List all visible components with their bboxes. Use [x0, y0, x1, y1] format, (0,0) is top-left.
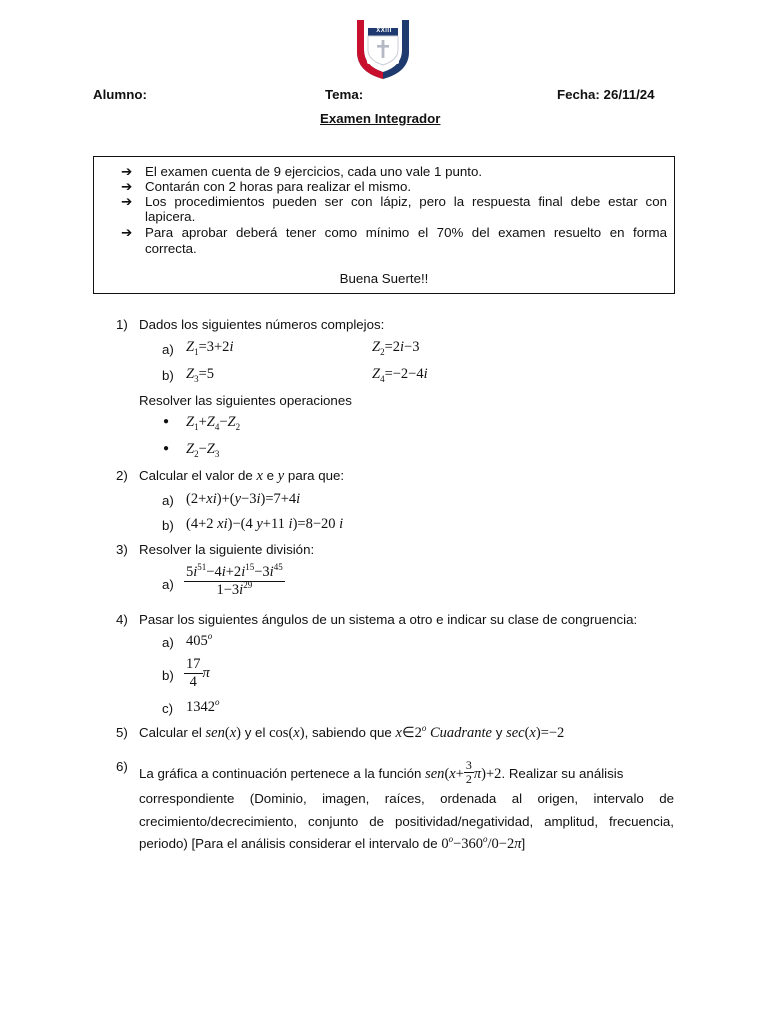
- math-function: sen(x+ $\frac{3}{2}$ π)+2: [425, 758, 502, 786]
- question-number: 1): [116, 317, 128, 332]
- question-text: Dados los siguientes números complejos:: [139, 317, 385, 332]
- var-x: x: [256, 468, 263, 484]
- closing-text: Buena Suerte!!: [339, 271, 429, 286]
- math-expression: $Z_2-Z_3$: [186, 441, 220, 459]
- logo-text: XXIII: [376, 28, 392, 34]
- math-expression: (2+xi)+(y−3i)=7+4i: [186, 491, 301, 507]
- alumno-label: Alumno:: [93, 87, 147, 102]
- math-expression: $Z_4=-2-4i$: [372, 366, 428, 384]
- question-text: Resolver la siguiente división:: [139, 542, 315, 557]
- text-segment: y: [495, 725, 503, 740]
- math-fraction: $\frac{17}{4}$ π: [186, 656, 210, 690]
- text-segment: , sabiendo que: [304, 725, 392, 740]
- instruction-item: El examen cuenta de 9 ejercicios, cada uno vale 1 punto.: [145, 164, 483, 179]
- fecha-label: Fecha: 26/11/24: [557, 87, 655, 102]
- question-text: Pasar los siguientes ángulos de un sistema a otro e indicar su clase de congruencia:: [139, 612, 638, 627]
- question-text: [139, 468, 344, 485]
- question-number: 6): [116, 759, 128, 774]
- math-expression: $Z_3=5$: [186, 366, 215, 384]
- math-expression: $Z_1+Z_4-Z_2$: [186, 414, 241, 432]
- text-segment: La gráfica a continuación pertenece a la función: [139, 766, 422, 781]
- instruction-item: Para aprobar deberá tener como mínimo el 70% del examen resuelto en forma: [145, 225, 667, 240]
- arrow-icon: ➔: [121, 225, 133, 240]
- math-expression: sen(x): [205, 725, 241, 741]
- text-segment: y el: [244, 725, 266, 740]
- school-logo: [354, 16, 412, 80]
- text-segment: Calcular el: [139, 725, 202, 740]
- text-segment: . Realizar su análisis: [501, 766, 624, 781]
- question-number: 5): [116, 725, 128, 740]
- instruction-item-cont: lapicera.: [145, 209, 196, 224]
- question-text-line: correspondiente (Dominio, imagen, raíces, ordenada al origen, intervalo de: [139, 791, 674, 806]
- math-expression: $Z_2=2i-3$: [372, 339, 420, 357]
- math-expression: $0^o-360^o/0-2\pi$: [441, 834, 522, 852]
- question-text-line: [139, 836, 525, 853]
- bullet-icon: ●: [163, 416, 170, 427]
- math-expression: x∈2$^o$ Cuadrante: [395, 723, 492, 741]
- question-number: 4): [116, 612, 128, 627]
- item-label: b): [162, 368, 174, 383]
- shield-logo-icon: [354, 16, 412, 80]
- text-segment: Calcular el valor de: [139, 468, 253, 483]
- item-label: b): [162, 668, 174, 683]
- math-expression: 405$^o$: [186, 631, 213, 649]
- page-title: Examen Integrador: [320, 111, 441, 126]
- question-text: [139, 759, 623, 786]
- question-text: [139, 725, 564, 742]
- question-text-line: crecimiento/decrecimiento, conjunto de positividad/negatividad, amplitud, frecuencia,: [139, 814, 674, 829]
- tema-label: Tema:: [325, 87, 364, 102]
- text-segment: periodo) [Para el análisis considerar el intervalo de: [139, 836, 438, 851]
- math-expression: cos(x): [269, 725, 305, 741]
- math-expression: sec(x)=−2: [506, 725, 565, 741]
- question-number: 3): [116, 542, 128, 557]
- item-label: a): [162, 342, 174, 357]
- math-expression: (4+2 xi)−(4 y+11 i)=8−20 i: [186, 516, 344, 532]
- item-label: a): [162, 577, 174, 592]
- item-label: b): [162, 518, 174, 533]
- item-label: a): [162, 493, 174, 508]
- item-label: c): [162, 701, 174, 716]
- text-segment: e: [266, 468, 275, 483]
- text-segment: ]: [521, 836, 526, 851]
- question-number: 2): [116, 468, 128, 483]
- question-subtext: Resolver las siguientes operaciones: [139, 393, 352, 408]
- arrow-icon: ➔: [121, 179, 133, 194]
- text-segment: para que:: [287, 468, 345, 483]
- instruction-item: Contarán con 2 horas para realizar el mismo.: [145, 179, 412, 194]
- math-fraction: $\frac{5i^{51}-4i+2i^{15}-3i^{45}}{1-3i^{29}}$: [186, 562, 283, 598]
- arrow-icon: ➔: [121, 194, 133, 209]
- arrow-icon: ➔: [121, 164, 133, 179]
- instruction-item-cont: correcta.: [145, 241, 197, 256]
- item-label: a): [162, 635, 174, 650]
- bullet-icon: ●: [163, 443, 170, 454]
- math-expression: $Z_1=3+2i$: [186, 339, 234, 357]
- instruction-item: Los procedimientos pueden ser con lápiz, pero la respuesta final debe estar con: [145, 194, 667, 209]
- math-expression: 1342$^o$: [186, 697, 220, 715]
- var-y: y: [277, 468, 285, 484]
